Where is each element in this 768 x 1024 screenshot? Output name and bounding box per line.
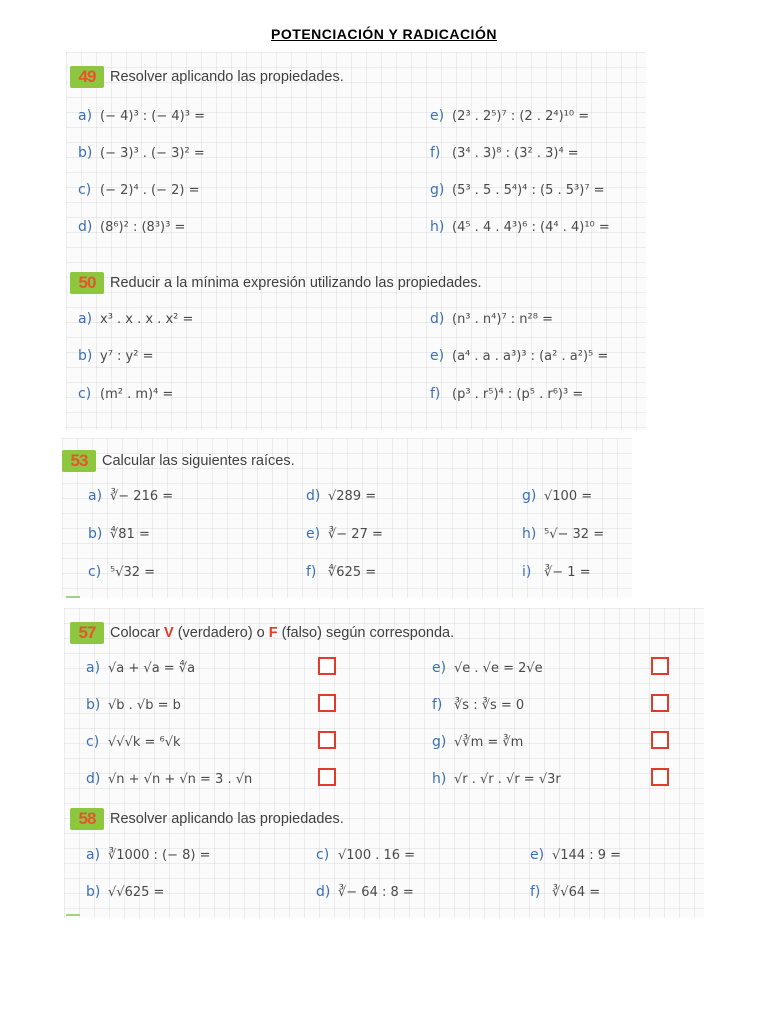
exercise-57 <box>70 620 454 646</box>
exercise-item: f) (3⁴ . 3)⁸ : (3² . 3)⁴ = <box>430 145 579 161</box>
exercise-item: f) (p³ . r⁵)⁴ : (p⁵ . r⁶)³ = <box>430 386 584 402</box>
exercise-item: b) ∜81 = <box>88 526 150 542</box>
exercise-number: 57 <box>70 622 104 644</box>
exercise-item: c) √√√k = ⁶√k <box>86 734 181 750</box>
exercise-item: b) √√625 = <box>86 884 165 900</box>
answer-checkbox[interactable] <box>318 731 336 749</box>
exercise-item: d) √n + √n + √n = 3 . √n <box>86 771 253 787</box>
exercise-instruction: Resolver aplicando las propiedades. <box>110 811 344 827</box>
exercise-instruction: Reducir a la mínima expresión utilizando las propiedades. <box>110 275 482 291</box>
exercise-item: b) y⁷ : y² = <box>78 348 154 364</box>
divider <box>66 596 80 598</box>
exercise-item: g) (5³ . 5 . 5⁴)⁴ : (5 . 5³)⁷ = <box>430 182 605 198</box>
answer-checkbox[interactable] <box>318 768 336 786</box>
answer-checkbox[interactable] <box>318 694 336 712</box>
exercise-58 <box>70 806 344 832</box>
page-title: POTENCIACIÓN Y RADICACIÓN <box>271 26 497 42</box>
exercise-item: c) √100 . 16 = <box>316 847 416 863</box>
answer-checkbox[interactable] <box>651 768 669 786</box>
exercise-instruction: Colocar V (verdadero) o F (falso) según corresponda. <box>110 625 455 641</box>
exercise-item: e) (2³ . 2⁵)⁷ : (2 . 2⁴)¹⁰ = <box>430 108 590 124</box>
exercise-item: b) √b . √b = b <box>86 697 181 713</box>
exercise-item: a) √a + √a = ∜a <box>86 660 196 676</box>
exercise-item: f) ∛s : ∛s = 0 <box>432 697 525 713</box>
exercise-item: d) (8⁶)² : (8³)³ = <box>78 219 186 235</box>
exercise-item: d) √289 = <box>306 488 377 504</box>
exercise-item: e) √e . √e = 2√e <box>432 660 543 676</box>
exercise-item: a) ∛− 216 = <box>88 488 174 504</box>
answer-checkbox[interactable] <box>651 694 669 712</box>
exercise-item: e) √144 : 9 = <box>530 847 622 863</box>
exercise-instruction: Resolver aplicando las propiedades. <box>110 69 344 85</box>
grid-sheet <box>64 608 704 918</box>
exercise-item: a) ∛1000 : (− 8) = <box>86 847 211 863</box>
exercise-item: f) ∛√64 = <box>530 884 601 900</box>
exercise-item: f) ∜625 = <box>306 564 377 580</box>
exercise-item: a) x³ . x . x . x² = <box>78 311 194 327</box>
divider <box>66 914 80 916</box>
exercise-item: h) √r . √r . √r = √3r <box>432 771 561 787</box>
exercise-item: e) ∛− 27 = <box>306 526 383 542</box>
exercise-number: 49 <box>70 66 104 88</box>
exercise-49 <box>70 64 344 90</box>
exercise-item: a) (− 4)³ : (− 4)³ = <box>78 108 205 124</box>
exercise-number: 53 <box>62 450 96 472</box>
exercise-50 <box>70 270 482 296</box>
answer-checkbox[interactable] <box>318 657 336 675</box>
exercise-item: g) √100 = <box>522 488 593 504</box>
exercise-item: d) ∛− 64 : 8 = <box>316 884 414 900</box>
exercise-instruction: Calcular las siguientes raíces. <box>102 453 295 469</box>
exercise-item: i) ∛− 1 = <box>522 564 591 580</box>
exercise-item: c) (− 2)⁴ . (− 2) = <box>78 182 200 198</box>
answer-checkbox[interactable] <box>651 657 669 675</box>
exercise-item: b) (− 3)³ . (− 3)² = <box>78 145 205 161</box>
exercise-item: h) (4⁵ . 4 . 4³)⁶ : (4⁴ . 4)¹⁰ = <box>430 219 610 235</box>
exercise-item: c) (m² . m)⁴ = <box>78 386 174 402</box>
answer-checkbox[interactable] <box>651 731 669 749</box>
exercise-item: d) (n³ . n⁴)⁷ : n²⁸ = <box>430 311 553 327</box>
exercise-number: 50 <box>70 272 104 294</box>
exercise-53 <box>62 448 295 474</box>
exercise-item: c) ⁵√32 = <box>88 564 156 580</box>
exercise-item: e) (a⁴ . a . a³)³ : (a² . a²)⁵ = <box>430 348 609 364</box>
exercise-number: 58 <box>70 808 104 830</box>
exercise-item: g) √∛m = ∛m <box>432 734 524 750</box>
exercise-item: h) ⁵√− 32 = <box>522 526 605 542</box>
